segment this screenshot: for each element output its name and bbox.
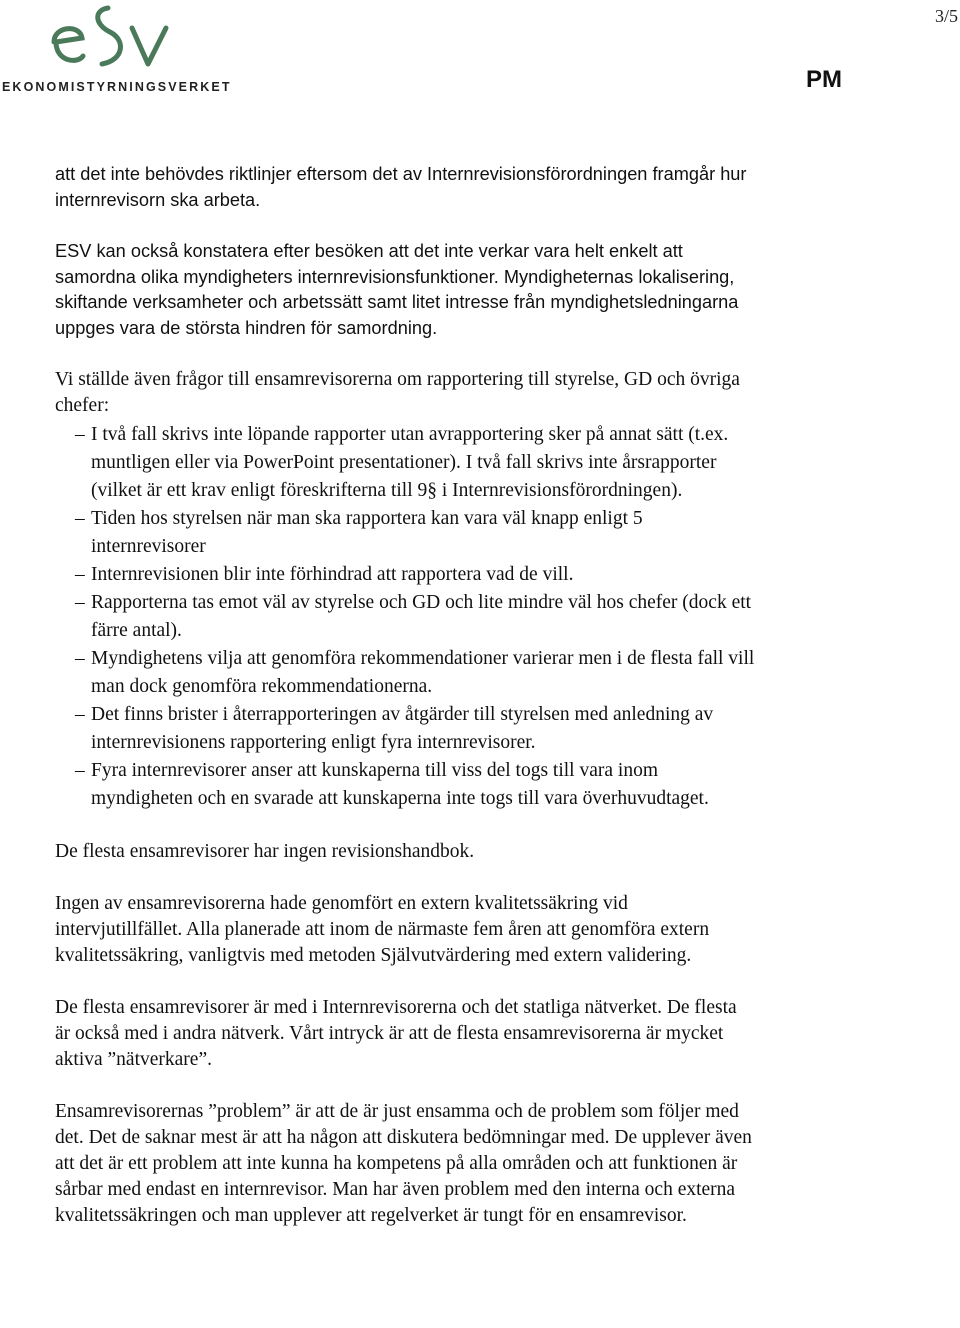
dash-marker: – (75, 704, 85, 725)
paragraph: De flesta ensamrevisorer är med i Internrevisorerna och det statliga nätverket. De flesta är också med i andra nätverk. Vårt intryck är att de flesta ensamrevisorerna är mycket aktiva ”nätverkare”. (55, 997, 737, 1070)
dash-marker: – (75, 648, 85, 669)
dash-marker: – (75, 592, 85, 613)
dash-marker: – (75, 508, 85, 529)
list-item (55, 645, 755, 701)
dash-marker: – (75, 564, 85, 585)
bullet-list (55, 421, 755, 813)
list-item (55, 561, 755, 589)
paragraph: att det inte behövdes riktlinjer eftersom det av Internrevisionsförordningen framgår hur internrevisorn ska arbeta. (55, 164, 747, 210)
list-item (55, 505, 755, 561)
list-item-text: Myndighetens vilja att genomföra rekommendationer varierar men i de flesta fall vill man dock genomföra rekommendationerna. (91, 648, 755, 697)
logo-wordmark: EKONOMISTYRNINGSVERKET (2, 80, 232, 94)
list-item (55, 589, 755, 645)
list-item (55, 421, 755, 505)
list-item-text: Det finns brister i återrapporteringen av åtgärder till styrelsen med anledning av internrevisionens rapportering enligt fyra internrevisorer. (91, 704, 714, 753)
list-item (55, 757, 755, 813)
paragraph-intro: Vi ställde även frågor till ensamrevisorerna om rapportering till styrelse, GD och övriga chefer: (55, 369, 740, 416)
list-item-text: Internrevisionen blir inte förhindrad att rapportera vad de vill. (91, 564, 574, 585)
esv-logo (0, 0, 230, 100)
paragraph: Ensamrevisorernas ”problem” är att de är just ensamma och de problem som följer med det. Det de saknar mest är att ha någon att diskutera bedömningar med. De upplever även att det är ett problem att inte kunna ha kompetens på alla områden och att funktionen är sårbar med endast en internrevisor. Man har även problem med den interna och externa kvalitetssäkringen och man upplever att regelverket är tungt för en ensamrevisor. (55, 1101, 752, 1226)
document-type-label: PM (806, 66, 842, 93)
esv-logo-mark-icon (50, 2, 174, 74)
page-number: 3/5 (934, 6, 958, 26)
dash-marker: – (75, 760, 85, 781)
paragraph: ESV kan också konstatera efter besöken att det inte verkar vara helt enkelt att samordna olika myndigheters internrevisionsfunktioner. Myndigheternas lokalisering, skiftande verksamheter och arbetssätt samt litet intresse från myndighetsledningarna uppges vara de största hindren för samordning. (55, 241, 739, 338)
dash-marker: – (75, 424, 85, 445)
paragraph: Ingen av ensamrevisorerna hade genomfört en extern kvalitetssäkring vid intervjutillfället. Alla planerade att inom de närmaste fem åren att genomföra extern kvalitetssäkring, vanligtvis med metoden Självutvärdering med extern validering. (55, 893, 710, 966)
list-item (55, 701, 755, 757)
paragraph: De flesta ensamrevisorer har ingen revisionshandbok. (55, 841, 475, 862)
list-item-text: Tiden hos styrelsen när man ska rapportera kan vara väl knapp enligt 5 internrevisorer (91, 508, 643, 557)
list-item-text: I två fall skrivs inte löpande rapporter utan avrapportering sker på annat sätt (t.ex. muntligen eller via PowerPoint presentationer). I två fall skrivs inte årsrapporter (vilket är ett krav enligt föreskrifterna till 9§ i Internrevisionsförordningen). (91, 424, 729, 501)
list-item-text: Rapporterna tas emot väl av styrelse och GD och lite mindre väl hos chefer (dock ett färre antal). (91, 592, 752, 641)
list-item-text: Fyra internrevisorer anser att kunskaperna till viss del togs till vara inom myndigheten och en svarade att kunskaperna inte togs till vara överhuvudtaget. (91, 760, 709, 809)
document-body (55, 162, 755, 1229)
